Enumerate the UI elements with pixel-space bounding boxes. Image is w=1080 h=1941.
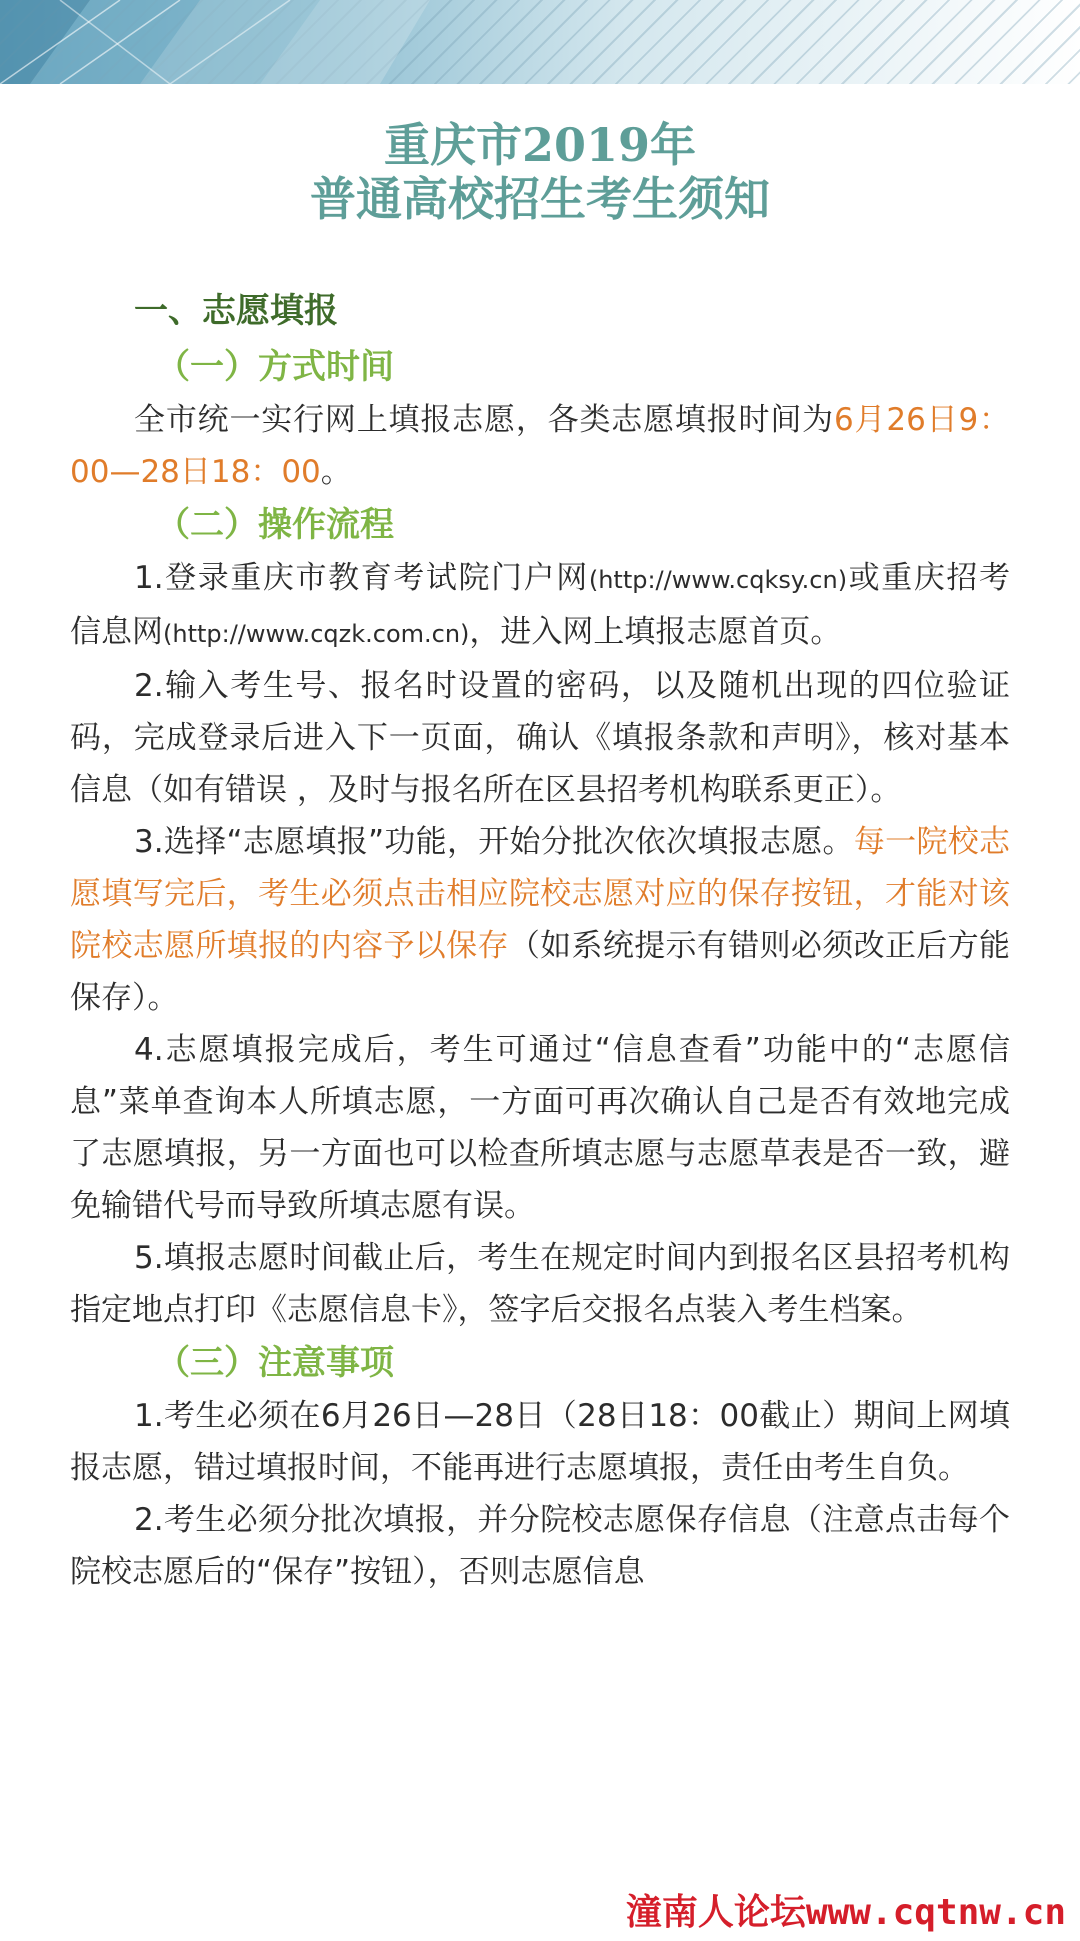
paragraph-note-2: 2.考生必须分批次填报，并分院校志愿保存信息（注意点击每个院校志愿后的“保存”按钮），否则志愿信息	[70, 1502, 1010, 1590]
text-segment: （如系统提示有错则必须改正后方能保存）。	[70, 928, 1010, 1016]
subheading-operation-process: （二）操作流程	[156, 505, 394, 545]
watermark-site: www.cqtnw.cn	[805, 1892, 1066, 1933]
page-title-line-1: 重庆市2019年	[383, 118, 697, 172]
paragraph-note-1: 1.考生必须在6月26日—28日（28日18：00截止）期间上网填报志愿，错过填报时间，不能再进行志愿填报，责任由考生自负。	[70, 1398, 1010, 1486]
paragraph-method-time	[70, 394, 1010, 498]
subheading-method-time: （一）方式时间	[156, 347, 394, 387]
header-banner	[0, 0, 1080, 84]
text-segment: 。	[320, 454, 352, 490]
url-cqzk: (http://www.cqzk.com.cn)	[163, 620, 470, 648]
page-title	[0, 118, 1080, 226]
subheading-notes: （三）注意事项	[156, 1343, 394, 1383]
banner-geometric-decoration	[0, 0, 540, 84]
paragraph-step-4: 4.志愿填报完成后，考生可通过“信息查看”功能中的“志愿信息”菜单查询本人所填志愿，一方面可再次确认自己是否有效地完成了志愿填报，另一方面也可以检查所填志愿与志愿草表是否一致，避免输错代号而导致所填志愿有误。	[70, 1032, 1010, 1224]
section-heading-volunteer-filling: 一、志愿填报	[134, 291, 338, 331]
text-segment: ，进入网上填报志愿首页。	[469, 614, 842, 650]
notice-body	[70, 282, 1010, 1598]
text-segment: 或重庆招考信息网	[70, 560, 1011, 650]
text-segment: 3.选择“志愿填报”功能，开始分批次依次填报志愿。	[134, 824, 854, 860]
page-title-line-2: 普通高校招生考生须知	[310, 172, 770, 226]
watermark-name: 潼南人论坛	[625, 1892, 806, 1933]
filling-time-highlight: 6月26日9：00—28日18：00	[70, 402, 1010, 490]
paragraph-step-3	[70, 816, 1010, 1024]
paragraph-step-2: 2.输入考生号、报名时设置的密码，以及随机出现的四位验证码，完成登录后进入下一页面，确认《填报条款和声明》，核对基本信息（如有错误 ，及时与报名所在区县招考机构联系更正）。	[70, 668, 1010, 808]
text-segment: 全市统一实行网上填报志愿，各类志愿填报时间为	[134, 402, 834, 438]
url-cqksy: (http://www.cqksy.cn)	[588, 566, 848, 594]
paragraph-step-5: 5.填报志愿时间截止后，考生在规定时间内到报名区县招考机构指定地点打印《志愿信息卡》，签字后交报名点装入考生档案。	[70, 1240, 1010, 1328]
text-segment: 1.登录重庆市教育考试院门户网	[134, 560, 589, 596]
forum-watermark	[626, 1891, 1066, 1935]
paragraph-step-1	[70, 552, 1010, 660]
save-warning-highlight: 每一院校志愿填写完后，考生必须点击相应院校志愿对应的保存按钮，才能对该院校志愿所填报的内容予以保存	[70, 824, 1010, 964]
